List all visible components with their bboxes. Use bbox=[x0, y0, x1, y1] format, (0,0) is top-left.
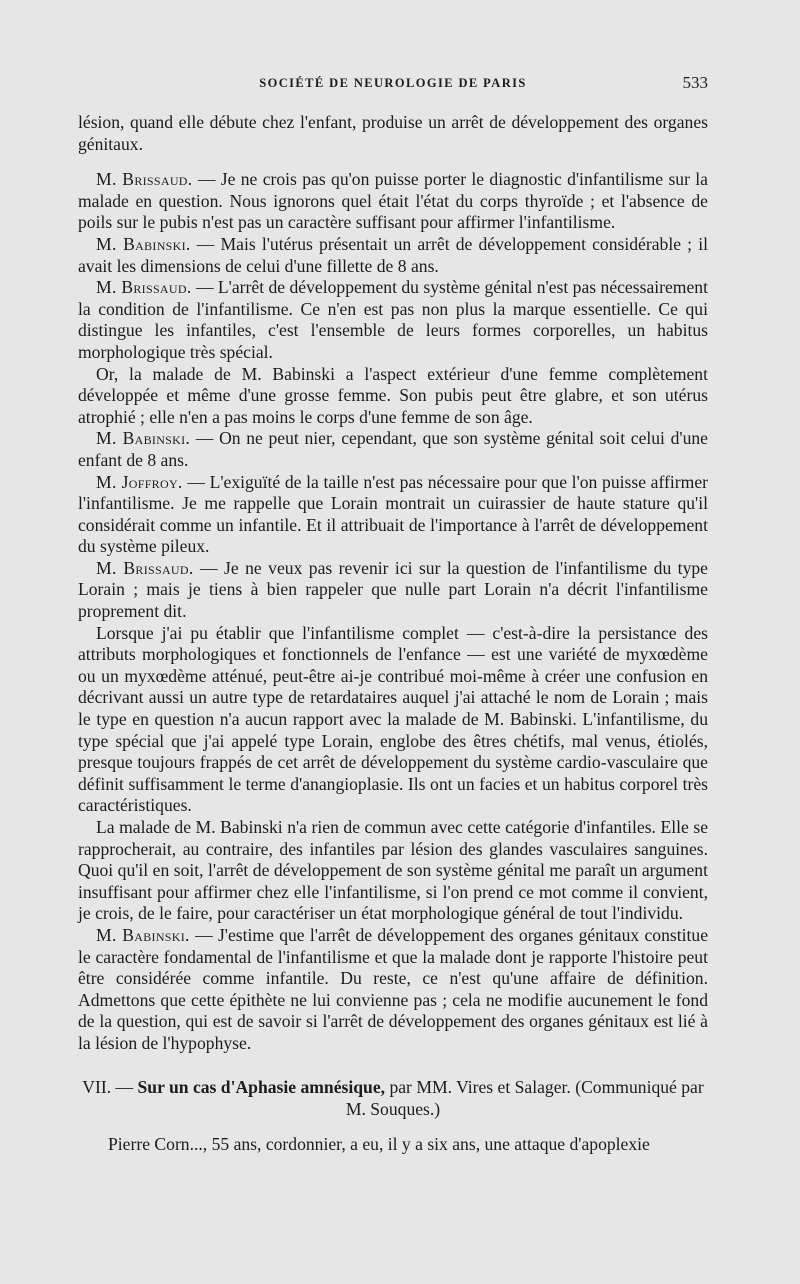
paragraph-text: Lorsque j'ai pu établir que l'infantilisme complet — c'est-à-dire la persistance des attributs morphologiques et fonctionnels de l'enfance — est une variété de myxœdème ou un myxœdème atténué, peut-être ai-je contribué moi-même à créer une confusion en décrivant aussi un autre type de retardataires auquel j'ai attaché le nom de Lorain ; mais le type en question n'a aucun rapport avec la malade de M. Babinski. L'infantilisme, du type spécial que j'ai appelé type Lorain, englobe des êtres chétifs, mal venus, étiolés, presque toujours frappés de cet arrêt de développement du système cardio-vasculaire que définit suffisamment le terme d'anangioplasie. Ils ont un facies et un habitus corporel très caractéristiques. bbox=[78, 622, 708, 816]
paragraph-3 bbox=[78, 277, 708, 363]
section-authors: par MM. Vires et Salager. (Communiqué par M. Souques.) bbox=[345, 1077, 704, 1119]
paragraph-8 bbox=[78, 623, 708, 817]
section-number: VII. — bbox=[82, 1077, 134, 1097]
paragraph-6 bbox=[78, 472, 708, 558]
paragraph-1 bbox=[78, 169, 708, 234]
paragraph-text: — L'arrêt de développement du système génital n'est pas nécessairement la condition de l'infantilisme. Ce n'en est pas non plus la marque essentielle. Ce qui distingue les infantiles, c'est l'ensemble de leurs formes corporelles, un habitus morphologique très spécial. bbox=[78, 277, 708, 362]
paragraph-text: — L'exiguïté de la taille n'est pas nécessaire pour que l'on puisse affirmer l'infantilisme. Je me rappelle que Lorain montrait un cuirassier de haute stature qu'il considérait comme un infantile. Et il attribuait de l'importance à l'arrêt de développement du système pileux. bbox=[78, 471, 708, 557]
section-heading bbox=[78, 1076, 708, 1120]
final-paragraph: Pierre Corn..., 55 ans, cordonnier, a eu, il y a six ans, une attaque d'apoplexie bbox=[108, 1134, 650, 1154]
paragraph-2 bbox=[78, 234, 708, 277]
running-title: SOCIÉTÉ DE NEUROLOGIE DE PARIS bbox=[259, 76, 527, 90]
paragraph-text: La malade de M. Babinski n'a rien de commun avec cette catégorie d'infantiles. Elle se rapprocherait, au contraire, des infantiles par lésion des glandes vasculaires sanguines. Quoi qu'il en soit, l'arrêt de développement de son système génital me paraît un argument insuffisant pour affirmer chez elle l'infantilisme, si l'on prend ce mot comme il convient, je crois, de le faire, pour caractériser un état morphologique général de tout l'individu. bbox=[78, 817, 708, 924]
paragraph-5 bbox=[78, 428, 708, 471]
speaker-name: M. Brissaud. bbox=[96, 557, 194, 578]
speaker-name: M. Brissaud. bbox=[96, 277, 192, 298]
paragraph-text: lésion, quand elle débute chez l'enfant, produise un arrêt de développement des organes génitaux. bbox=[78, 112, 708, 154]
paragraph-text: Or, la malade de M. Babinski a l'aspect extérieur d'une femme complètement développée et même d'une grosse femme. Son pubis peut être glabre, et son utérus atrophié ; elle n'en a pas moins le corps d'une femme de son âge. bbox=[78, 363, 708, 427]
paragraph-text: — On ne peut nier, cependant, que son système génital soit celui d'une enfant de 8 ans. bbox=[78, 428, 708, 470]
speaker-name: M. Brissaud. bbox=[96, 169, 193, 190]
speaker-name: M. Babinski. bbox=[96, 233, 191, 254]
running-head bbox=[78, 73, 708, 100]
paragraph-text: — Je ne veux pas revenir ici sur la question de l'infantilisme du type Lorain ; mais je tiens à bien rappeler que nulle part Lorain n'a décrit l'infantilisme proprement dit. bbox=[78, 557, 708, 622]
paragraph-10 bbox=[78, 925, 708, 1055]
paragraph-9 bbox=[78, 817, 708, 925]
speaker-name: M. Joffroy. bbox=[96, 471, 183, 492]
speaker-name: M. Babinski. bbox=[96, 428, 191, 449]
article-body bbox=[78, 112, 708, 1055]
paragraph-4 bbox=[78, 364, 708, 429]
paragraph-7 bbox=[78, 558, 708, 623]
paragraph-text: — J'estime que l'arrêt de développement des organes génitaux constitue le caractère fondamental de l'infantilisme et que la malade dont je rapporte l'histoire peut être considérée comme infantile. Du reste, ce n'est qu'une affaire de définition. Admettons que cette épithète ne lui convienne pas ; cela ne modifie aucunement le fond de la question, qui est de savoir si l'arrêt de développement des organes génitaux est lié à la lésion de l'hypophyse. bbox=[78, 924, 709, 1053]
speaker-name: M. Babinski. bbox=[96, 924, 190, 945]
paragraph-0 bbox=[78, 112, 708, 155]
section-title: Sur un cas d'Aphasie amnésique, bbox=[137, 1077, 386, 1097]
page-number: 533 bbox=[682, 73, 708, 92]
paragraph-text: — Mais l'utérus présentait un arrêt de développement considérable ; il avait les dimensions de celui d'une fillette de 8 ans. bbox=[78, 233, 708, 276]
paragraph-text: — Je ne crois pas qu'on puisse porter le diagnostic d'infantilisme sur la malade en question. Nous ignorons quel était l'état du corps thyroïde ; et l'absence de poils sur le pubis n'est pas un caractère suffisant pour affirmer l'infantilisme. bbox=[78, 169, 708, 233]
